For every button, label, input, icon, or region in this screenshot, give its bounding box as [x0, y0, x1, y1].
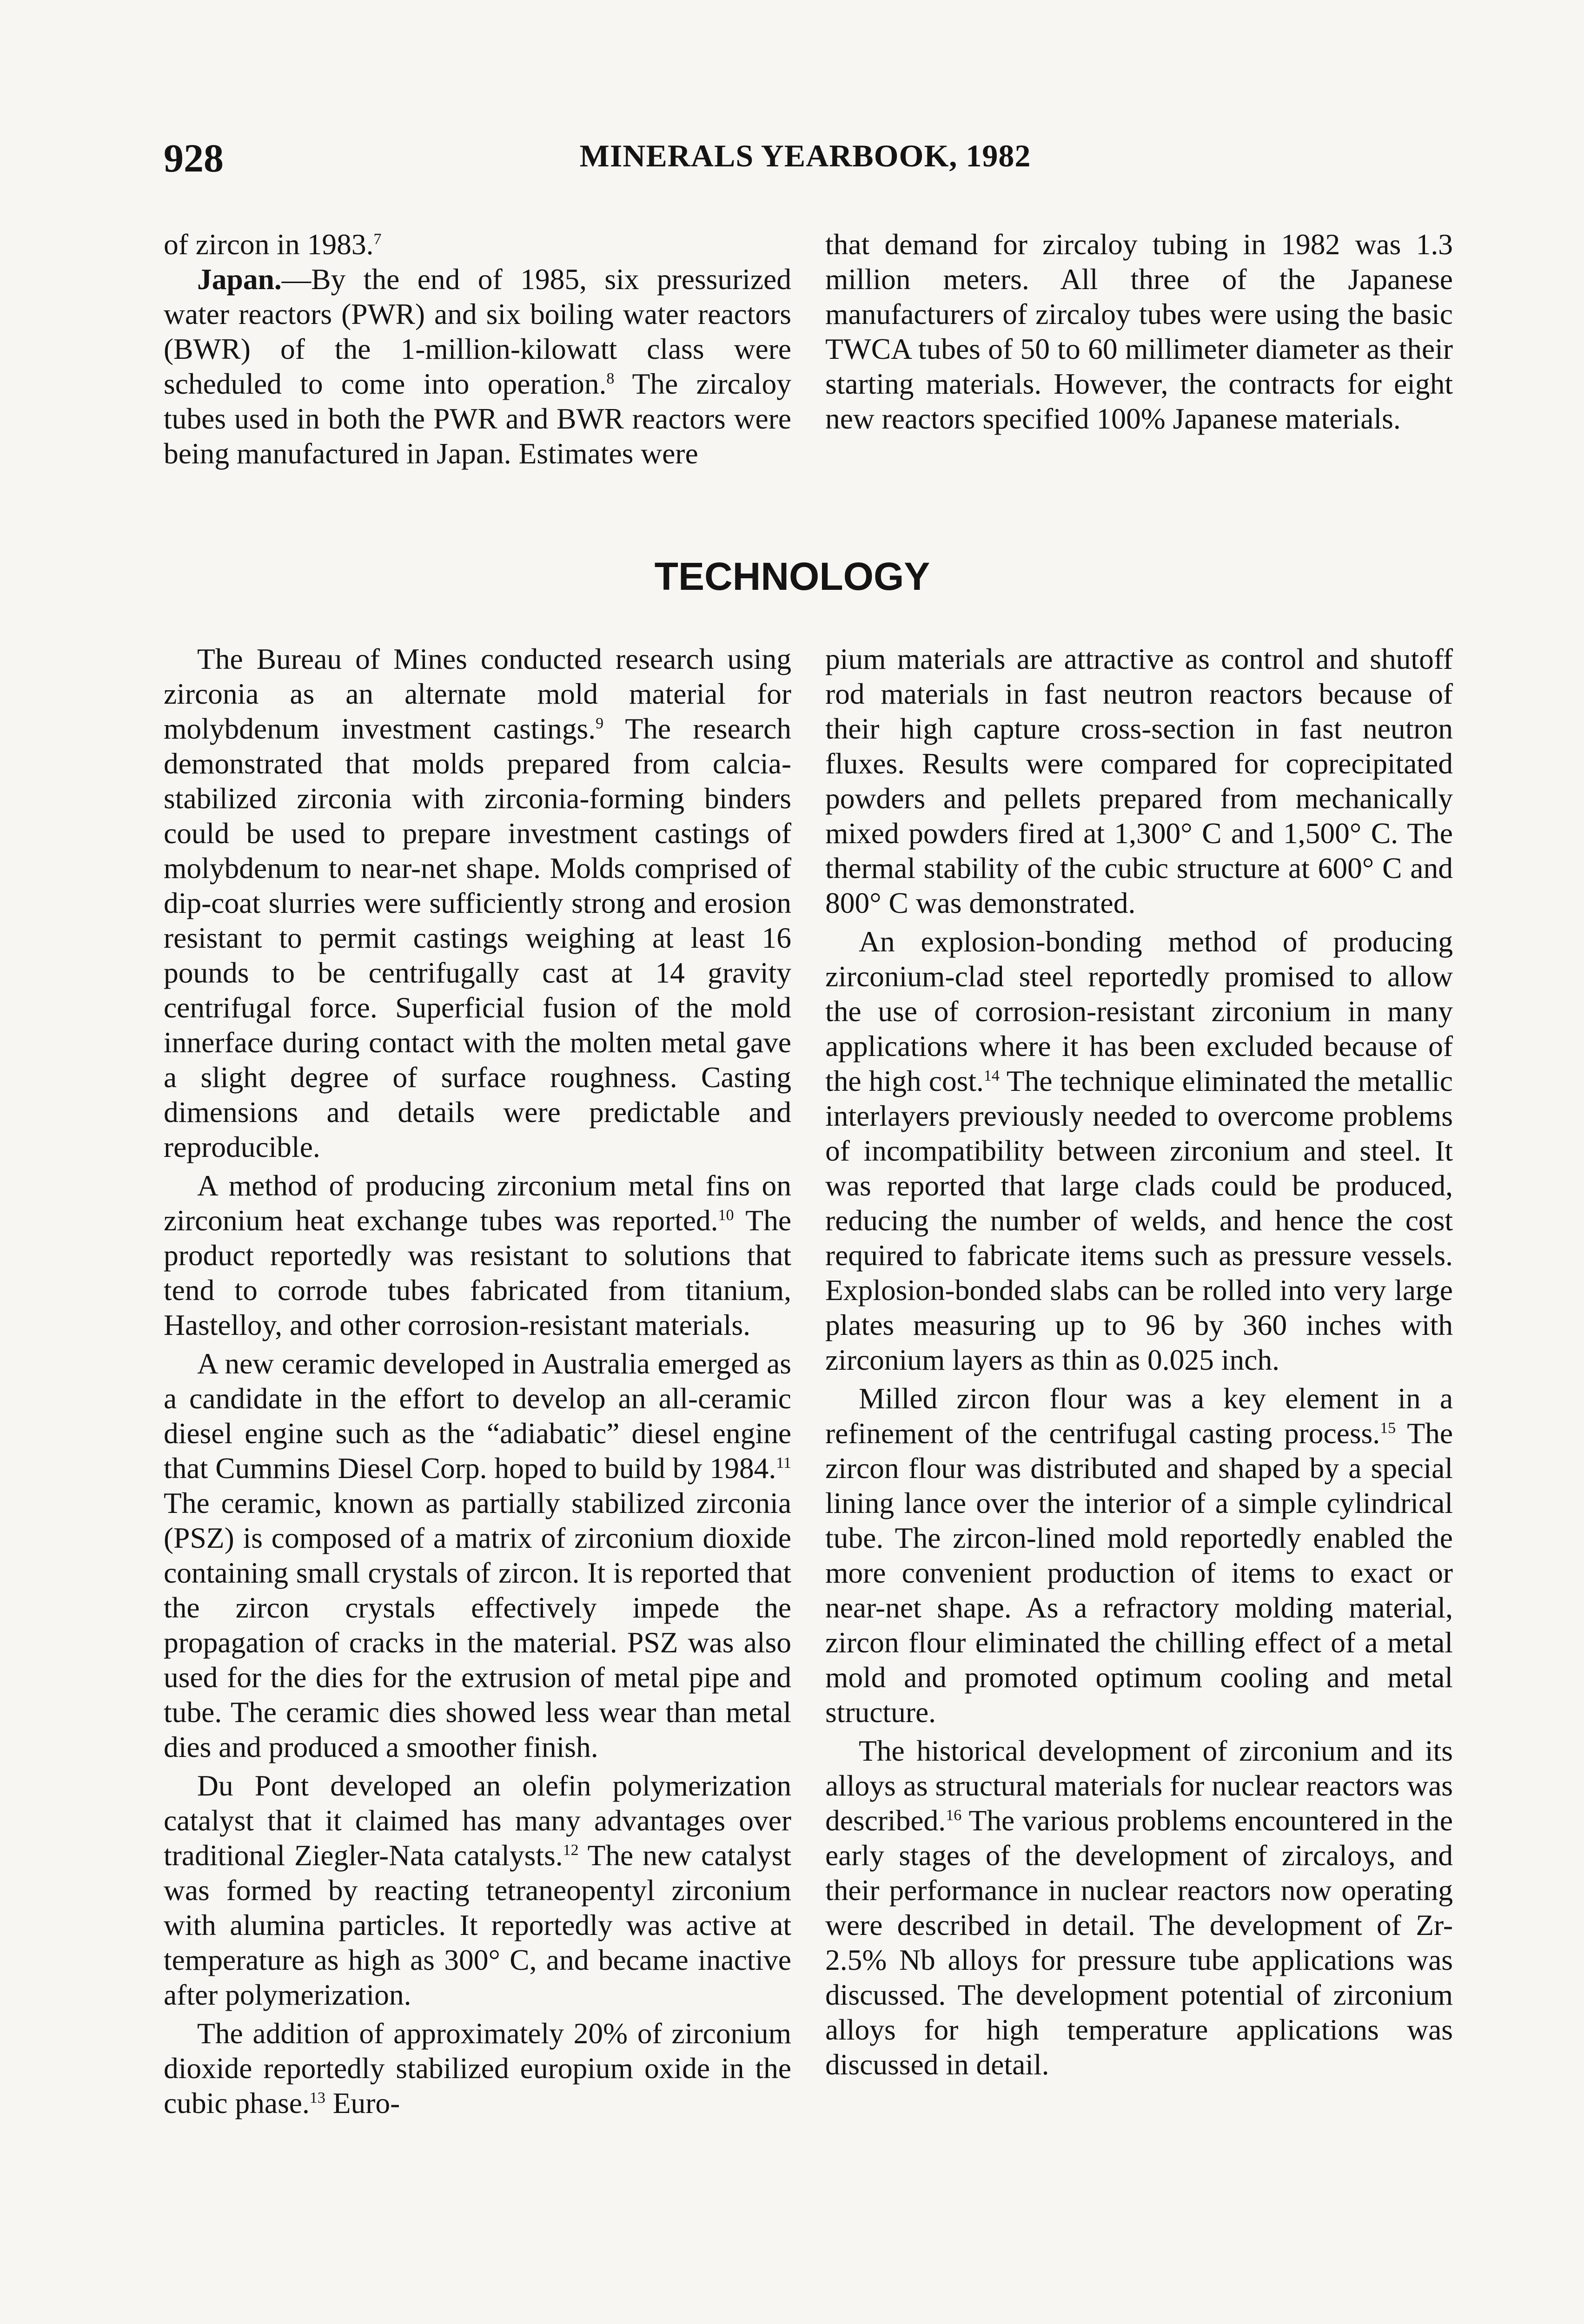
intro-right-column: [825, 227, 1453, 436]
footnote-ref: 7: [373, 230, 382, 248]
footnote-ref: 12: [563, 1841, 579, 1859]
paragraph-europium-continued: pium materials are attractive as control and shutoff rod materials in fast neutron reactors because of their high capture cross-section in fast neutron fluxes. Results were compared for coprecipitated powders and pellets prepared from mechanically mixed powders fired at 1,300° C and 1,500° C. The thermal stability of the cubic structure at 600° C and 800° C was demonstrated.: [825, 642, 1453, 919]
japan-paragraph: Japan.—By the end of 1985, six pressurized water reactors (PWR) and six boiling water reactors (BWR) of the 1-million-kilowatt class were scheduled to come into operation.$^8$ The zircaloy tubes used in both the PWR and BWR reactors were being manufactured in Japan. Estimates were: [164, 263, 791, 470]
paragraph-australian-ceramic: A new ceramic developed in Australia emerged as a candidate in the effort to develop an all-ceramic diesel engine such as the “adiabatic” diesel engine that Cummins Diesel Corp. hoped to build by 1984.11 The ceramic, known as partially stabilized zirconia (PSZ) is composed of a matrix of zirconium dioxide containing small crystals of zircon. It is reported that the zircon crystals effectively impede the propagation of cracks in the material. PSZ was also used for the dies for the extrusion of metal pipe and tube. The ceramic dies showed less wear than metal dies and produced a smoother finish.: [164, 1347, 791, 1763]
paragraph-europium-oxide: The addition of approximately 20% of zirconium dioxide reportedly stabilized europium oxide in the cubic phase.$^{13}$ Euro-: [164, 2017, 791, 2119]
technology-right-column: [825, 641, 1453, 2082]
carryover-line: of zircon in 1983.$^7$: [164, 228, 382, 261]
footnote-ref: 16: [946, 1806, 962, 1824]
footnote-ref: 15: [1380, 1419, 1396, 1437]
running-title: MINERALS YEARBOOK, 1982: [579, 138, 1031, 173]
footnote-ref: 8: [606, 370, 615, 387]
footnote-ref: 14: [983, 1067, 1000, 1084]
japan-run-in-heading: Japan.: [197, 263, 282, 296]
footnote-ref: 9: [596, 714, 604, 732]
paragraph-zircon-flour: Milled zircon flour was a key element in a refinement of the centrifugal casting process.$^{15}$ The zircon flour was distributed and shaped by a special lining lance over the interior of a simple cylindrical tube. The zircon-lined mold reportedly enabled the more convenient production of items to exact or near-net shape. As a refractory molding material, zircon flour eliminated the chilling effect of a metal mold and promoted optimum cooling and metal structure.: [825, 1382, 1453, 1729]
japan-paragraph-continued: that demand for zircaloy tubing in 1982 was 1.3 million meters. All three of the Japanese manufacturers of zircaloy tubes were using the basic TWCA tubes of 50 to 60 millimeter diameter as their starting materials. However, the contracts for eight new reactors specified 100% Japanese materials.: [825, 228, 1453, 435]
technology-left-column: [164, 641, 791, 2120]
intro-left-column: [164, 227, 791, 471]
paragraph-explosion-bonding: An explosion-bonding method of producing zirconium-clad steel reportedly promised to allow the use of corrosion-resistant zirconium in many applications where it has been excluded because of the high cost.$^{14}$ The technique eliminated the metallic interlayers previously needed to overcome problems of incompatibility between zirconium and steel. It was reported that large clads could be produced, reducing the number of welds, and hence the cost required to fabricate items such as pressure vessels. Explosion-bonded slabs can be rolled into very large plates measuring up to 96 by 360 inches with zirconium layers as thin as 0.025 inch.: [825, 925, 1453, 1376]
paragraph-du-pont-catalyst: Du Pont developed an olefin polymerization catalyst that it claimed has many advantages over traditional Ziegler-Nata catalysts.$^{12}$ The new catalyst was formed by reacting tetraneopentyl zirconium with alumina particles. It reportedly was active at temperature as high as 300° C, and became inactive after polymerization.: [164, 1769, 791, 2011]
footnote-ref: 10: [718, 1206, 734, 1224]
paragraph-bureau-of-mines: The Bureau of Mines conducted research using zirconia as an alternate mold material for molybdenum investment castings.$^9$ The research demonstrated that molds prepared from calcia-stabilized zirconia with zirconia-forming binders could be used to prepare investment castings of molybdenum to near-net shape. Molds comprised of dip-coat slurries were sufficiently strong and erosion resistant to permit castings weighing at least 16 pounds to be centrifugally cast at 14 gravity centrifugal force. Superficial fusion of the mold innerface during contact with the molten metal gave a slight degree of surface roughness. Casting dimensions and details were predictable and reproducible.: [164, 642, 791, 1163]
paragraph-zirconium-fins: A method of producing zirconium metal fins on zirconium heat exchange tubes was reported.$^{10}$ The product reportedly was resistant to solutions that tend to corrode tubes fabricated from titanium, Hastelloy, and other corrosion-resistant materials.: [164, 1169, 791, 1341]
paragraph-historical-development: The historical development of zirconium and its alloys as structural materials for nuclear reactors was described.$^{16}$ The various problems encountered in the early stages of the development of zircaloys, and their performance in nuclear reactors now operating were described in detail. The development of Zr-2.5% Nb alloys for pressure tube applications was discussed. The development potential of zirconium alloys for high temperature applications was discussed in detail.: [825, 1734, 1453, 2081]
footnote-ref: 11: [776, 1454, 791, 1472]
page-number: 928: [164, 136, 224, 180]
section-heading-technology: TECHNOLOGY: [654, 555, 930, 598]
page-header: [164, 135, 1447, 186]
footnote-ref: 13: [309, 2089, 325, 2106]
